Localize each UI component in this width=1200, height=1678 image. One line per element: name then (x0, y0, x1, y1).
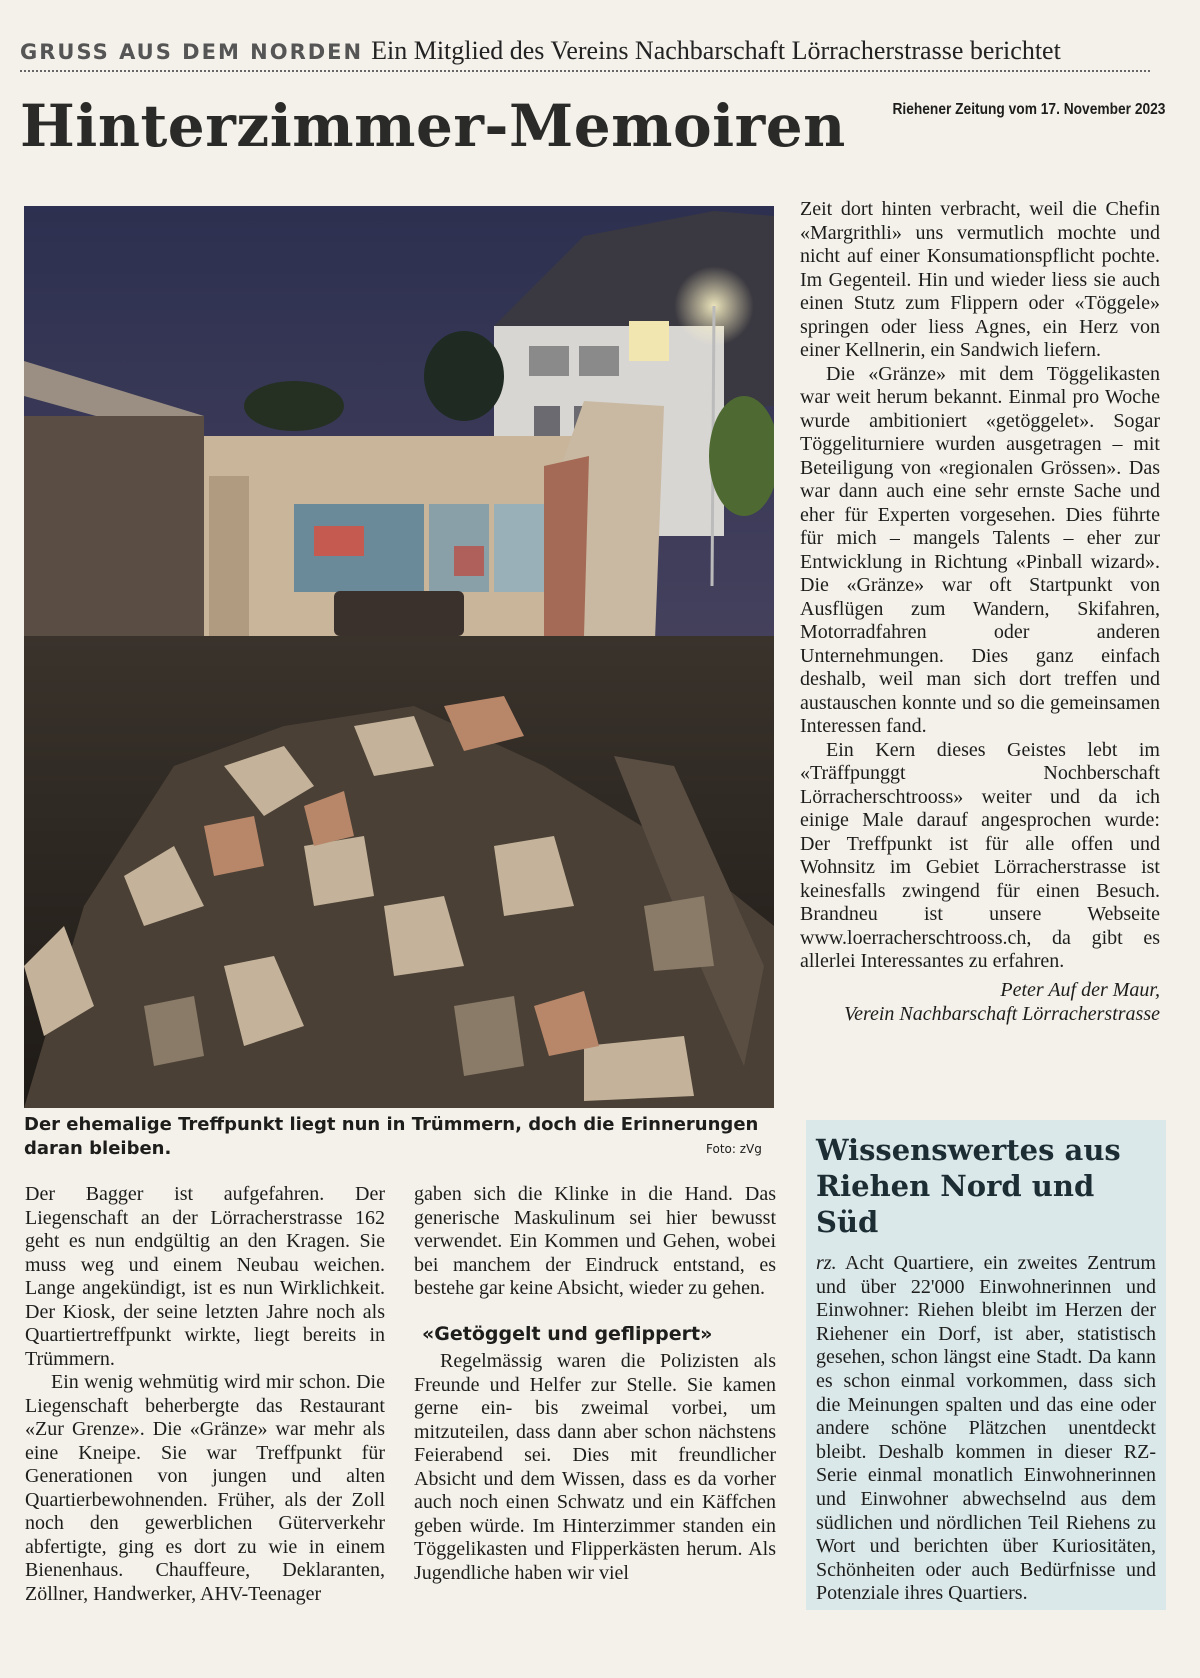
demolition-photo (24, 206, 774, 1108)
demolition-photo-drawing (24, 206, 774, 1108)
info-box (806, 1120, 1166, 1610)
dateline: Riehener Zeitung vom 17. November 2023 (891, 101, 1165, 118)
paragraph: Die «Gränze» mit dem Töggelikasten war weit herum bekannt. Einmal pro Woche wurde ambitioniert «getöggelet». Sogar Töggeliturniere wurden ausgetragen – mit Beteiligung von «regionalen Grössen». Das war dann auch eine sehr ernste Sache und eher für Experten vorgesehen. Dies führte für mich – mangels Talents – eher zur Entwicklung in Richtung «Pinball wizard». Die «Gränze» war oft Startpunkt von Ausflügen zum Wandern, Skifahren, Motorradfahren oder anderen Unternehmungen. Dies ganz einfach deshalb, weil man sich dort treffen und austauschen konnte und so die gemeinsamen Interessen fand. (800, 362, 1160, 737)
paragraph: gaben sich die Klinke in die Hand. Das generische Maskulinum sei hier bewusst verwendet. Ein Kommen und Gehen, wobei bei manchem der Eindruck entstand, es bestehe gar keine Absicht, wieder zu gehen. (414, 1183, 776, 1299)
paragraph: Ein wenig wehmütig wird mir schon. Die Liegenschaft beherbergte das Restaurant «Zur Grenze». Die «Gränze» war mehr als eine Kneipe. Sie war Treffpunkt für Generationen von jungen und alten Quartierbewohnenden. Früher, als der Zoll noch den gewerblichen Güterverkehr abfertigte, ging es dort zu wie in einem Bienenhaus. Chauffeure, Deklaranten, Zöllner, Handwerker, AHV-Teenager (25, 1371, 385, 1605)
paragraph: Zeit dort hinten verbracht, weil die Chefin «Margrithli» uns vermutlich mochte und nicht auf einer Konsumationspflicht pochte. Im Gegenteil. Hin und wieder liess sie auch einen Stutz zum Flippern oder «Töggele» springen oder liess Agnes, ein Herz von einer Kellnerin, ein Sandwich liefern. (800, 198, 1160, 361)
paragraph: Der Bagger ist aufgefahren. Der Liegenschaft an der Lörracherstrasse 162 geht es nun endgültig an den Kragen. Sie muss weg und einem Neubau weichen. Lange angekündigt, ist es nun Wirklichkeit. Der Kiosk, der seine letzten Jahre noch als Quartiertreffpunkt wirkte, liegt bereits in Trümmern. (25, 1183, 385, 1370)
photo-credit: Foto: zVg (706, 1142, 762, 1156)
paragraph: Regelmässig waren die Polizisten als Freunde und Helfer zur Stelle. Sie kamen gerne ein- bis zweimal vorbei, um mitzuteilen, dass dann aber schon nächstens Feierabend sei. Dies mit freundlicher Absicht und dem Wissen, dass es da vorher auch noch einen Schwatz und ein Käffchen geben würde. Im Hinterzimmer standen ein Töggelikasten und Flipperkästen herum. Als Jugendliche haben wir viel (414, 1350, 776, 1584)
kicker (20, 36, 1150, 66)
author-name: Peter Auf der Maur, (1000, 978, 1160, 1001)
info-box-text (816, 1252, 1156, 1606)
info-box-title: Wissenswertes aus Riehen Nord und Süd (816, 1133, 1121, 1239)
author-organization: Verein Nachbarschaft Lörracherstrasse (844, 1002, 1160, 1025)
subheading: «Getöggelt und geflippert» (422, 1322, 713, 1345)
dotted-divider (20, 70, 1150, 72)
kicker-label: GRUSS AUS DEM NORDEN (20, 40, 364, 64)
article-column-middle (414, 1183, 776, 1585)
paragraph: Ein Kern dieses Geistes lebt im «Träffpunggt Nochberschaft Lörracherschtrooss» weiter und da ich einige Male darauf angesprochen wurde: Der Treffpunkt ist für alle offen und Wohnsitz im Gebiet Lörracherstrasse ist keinesfalls zwingend für einen Besuch. Brandneu ist unsere Webseite www.loerracherschtrooss.ch, da gibt es allerlei Interessantes zu erfahren. (800, 738, 1160, 972)
author-signature (800, 978, 1160, 1026)
photo-caption: Der ehemalige Treffpunkt liegt nun in Trümmern, doch die Erinnerungen daran bleiben. (24, 1114, 759, 1159)
article-column-left (25, 1183, 385, 1606)
info-box-body: Acht Quartiere, ein zweites Zentrum und über 22'000 Einwohnerinnen und Einwohner: Riehen bleibt im Herzen der Riehener ein Dorf, ist aber, statistisch gesehen, schon längst eine Stadt. Da kann es schon einmal vorkommen, dass sich die Meinungen spalten und das eine oder andere schöne Plätzchen unentdeckt bleibt. Deshalb kommen in dieser RZ-Serie einmal monatlich Einwohnerinnen und Einwohner abwechselnd aus dem südlichen und nördlichen Teil Riehens zu Wort und berichten über Kuriositäten, Schönheiten oder auch Bedürfnisse und Potenziale ihres Quartiers. (816, 1252, 1156, 1605)
article-column-right (800, 198, 1160, 1026)
kicker-text: Ein Mitglied des Vereins Nachbarschaft Lörracherstrasse berichtet (371, 36, 1061, 65)
headline: Hinterzimmer-Memoiren (20, 92, 846, 160)
info-box-author-tag: rz. (816, 1252, 837, 1274)
